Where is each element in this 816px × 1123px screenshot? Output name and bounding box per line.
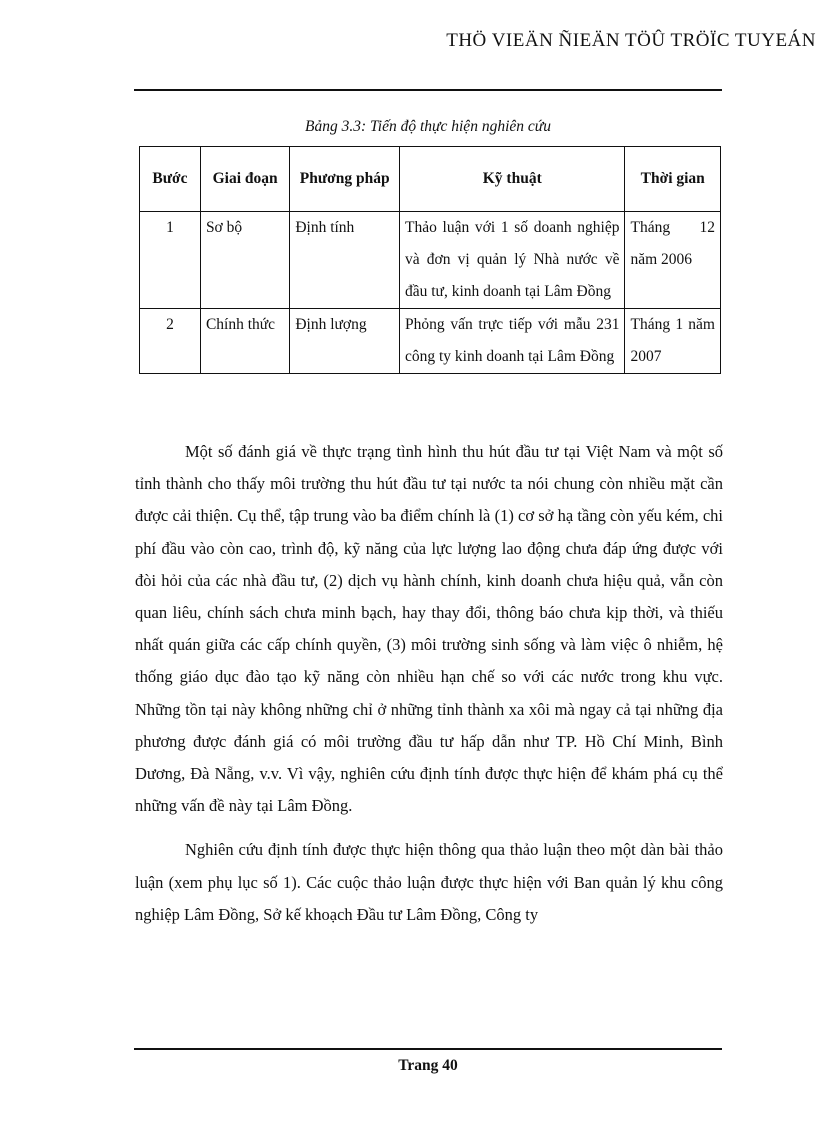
header-cell-time: Thời gian bbox=[625, 147, 721, 212]
header-cell-phase: Giai đoạn bbox=[200, 147, 289, 212]
header-cell-technique: Kỹ thuật bbox=[400, 147, 625, 212]
paragraph: Một số đánh giá về thực trạng tình hình thu hút đầu tư tại Việt Nam và một số tỉnh thành cho thấy môi trường thu hút đầu tư tại nước ta nói chung còn nhiều mặt cần được cải thiện. Cụ thể, tập trung vào ba điểm chính là (1) cơ sở hạ tầng còn yếu kém, chi phí đầu vào còn cao, trình độ, kỹ năng của lực lượng lao động chưa đáp ứng được với đòi hỏi của các nhà đầu tư, (2) dịch vụ hành chính, kinh doanh chưa hiệu quả, vẫn còn quan liêu, chính sách chưa minh bạch, hay thay đổi, thông báo chưa kịp thời, và thiếu nhất quán giữa các cấp chính quyền, (3) môi trường sinh sống và làm việc ô nhiễm, hệ thống giáo dục đào tạo kỹ năng còn nhiều hạn chế so với các nước trong khu vực. Những tồn tại này không những chỉ ở những tỉnh thành xa xôi mà ngay cả tại những địa phương được đánh giá có môi trường đầu tư hấp dẫn như TP. Hồ Chí Minh, Bình Dương, Đà Nẵng, v.v. Vì vậy, nghiên cứu định tính được thực hiện để khám phá cụ thể những vấn đề này tại Lâm Đồng. bbox=[135, 442, 723, 816]
cell-phase: Chính thức bbox=[200, 309, 289, 374]
cell-technique: Phỏng vấn trực tiếp với mẫu 231 công ty kinh doanh tại Lâm Đồng bbox=[400, 309, 625, 374]
cell-phase: Sơ bộ bbox=[200, 212, 289, 309]
paragraph: Nghiên cứu định tính được thực hiện thông qua thảo luận theo một dàn bài thảo luận (xem phụ lục số 1). Các cuộc thảo luận được thực hiện với Ban quản lý khu công nghiệp Lâm Đồng, Sở kế khoạch Đầu tư Lâm Đồng, Công ty bbox=[135, 840, 723, 924]
body-text bbox=[135, 436, 723, 931]
cell-step: 1 bbox=[140, 212, 201, 309]
table-header-row bbox=[140, 147, 721, 212]
cell-time: Tháng 1 năm 2007 bbox=[625, 309, 721, 374]
progress-table bbox=[139, 146, 721, 374]
header-cell-step: Bước bbox=[140, 147, 201, 212]
table-caption: Bảng 3.3: Tiến độ thực hiện nghiên cứu bbox=[305, 118, 551, 135]
cell-method: Định lượng bbox=[290, 309, 400, 374]
cell-time: Tháng 12 năm 2006 bbox=[625, 212, 721, 309]
page-header: THÖ VIEÄN ÑIEÄN TÖÛ TRÖÏC TUYEÁN bbox=[446, 30, 816, 51]
header-cell-method: Phương pháp bbox=[290, 147, 400, 212]
page-number: Trang 40 bbox=[398, 1057, 458, 1074]
cell-step: 2 bbox=[140, 309, 201, 374]
footer-rule bbox=[134, 1048, 722, 1050]
cell-method: Định tính bbox=[290, 212, 400, 309]
table-row bbox=[140, 212, 721, 309]
table-row bbox=[140, 309, 721, 374]
cell-technique: Thảo luận với 1 số doanh nghiệp và đơn vị quản lý Nhà nước về đầu tư, kinh doanh tại Lâm Đồng bbox=[400, 212, 625, 309]
header-rule bbox=[134, 89, 722, 91]
